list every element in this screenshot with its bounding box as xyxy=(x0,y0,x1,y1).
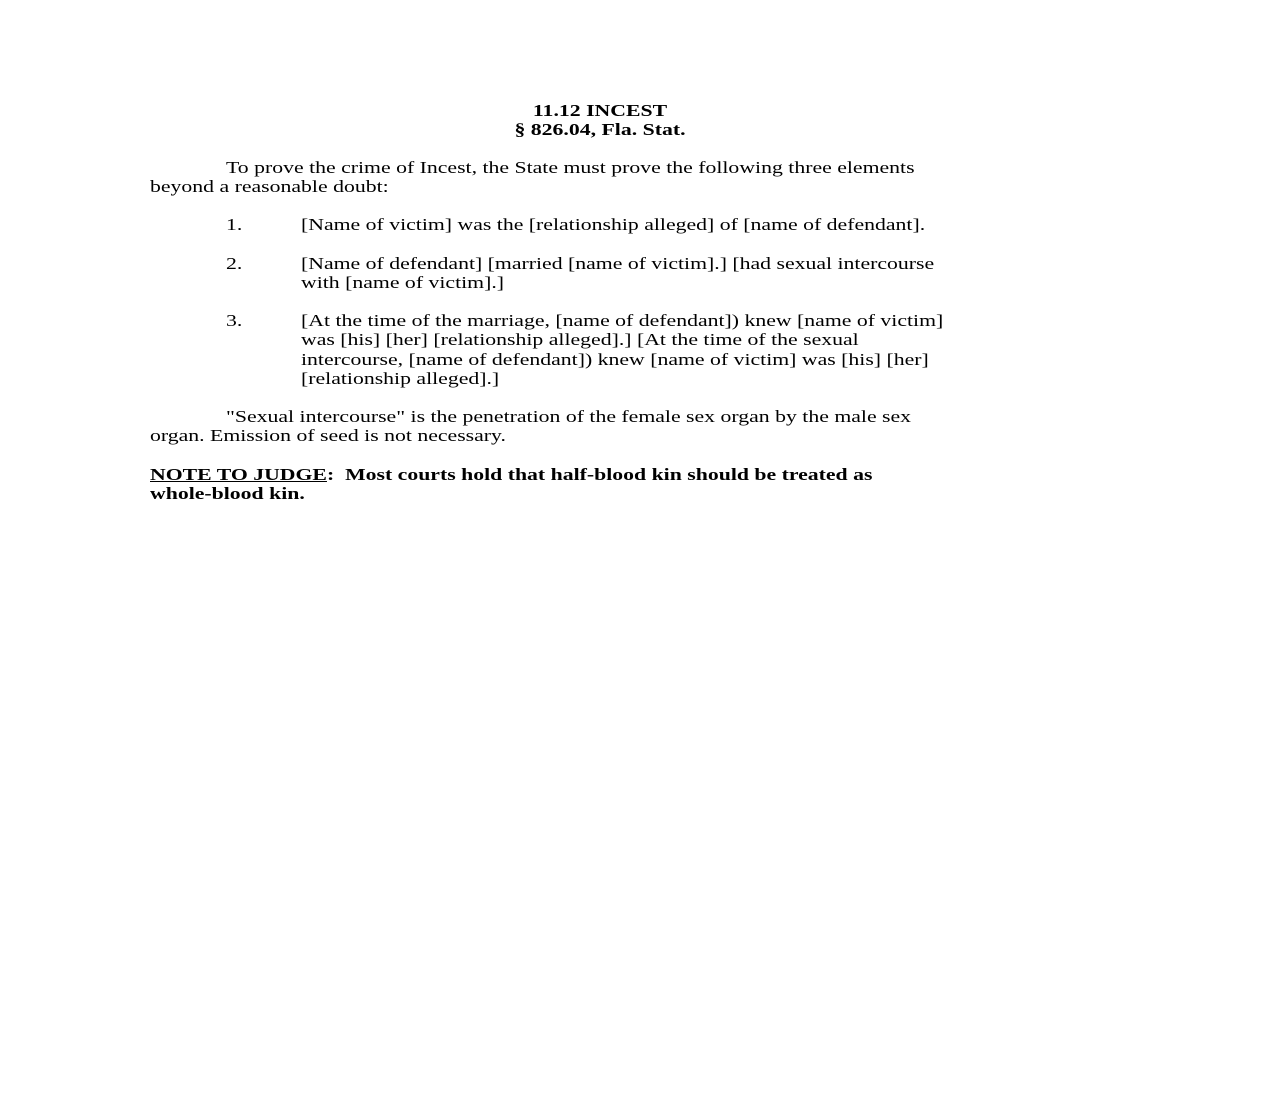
definition-line: organ. Emission of seed is not necessary. xyxy=(150,426,506,445)
note-colon: : xyxy=(326,465,335,484)
intro-line: To prove the crime of Incest, the State must prove the following three elements xyxy=(226,158,915,177)
element-number: 2. xyxy=(226,254,243,273)
element-text: [Name of victim] was the [relationship alleged] of [name of defendant]. xyxy=(301,215,926,234)
element-text: [Name of defendant] [married [name of victim].] [had sexual intercourse xyxy=(301,254,935,273)
note-to-judge xyxy=(150,465,872,484)
definition-line: "Sexual intercourse" is the penetration of the female sex organ by the male sex xyxy=(226,407,912,426)
note-text: Most courts hold that half-blood kin should be treated as xyxy=(345,465,873,484)
element-number: 1. xyxy=(226,215,243,234)
note-label: NOTE TO JUDGE xyxy=(150,465,327,484)
statute-citation: § 826.04, Fla. Stat. xyxy=(514,120,686,139)
element-text: intercourse, [name of defendant]) knew [name of victim] was [his] [her] xyxy=(301,350,929,369)
element-text: [relationship alleged].] xyxy=(301,369,500,388)
element-text: with [name of victim].] xyxy=(301,273,505,292)
element-text: [At the time of the marriage, [name of defendant]) knew [name of victim] xyxy=(301,311,944,330)
page-title: 11.12 INCEST xyxy=(532,101,668,120)
element-text: was [his] [her] [relationship alleged].] [At the time of the sexual xyxy=(301,330,859,349)
note-text: whole-blood kin. xyxy=(150,484,305,503)
element-number: 3. xyxy=(226,311,243,330)
intro-line: beyond a reasonable doubt: xyxy=(150,177,389,196)
